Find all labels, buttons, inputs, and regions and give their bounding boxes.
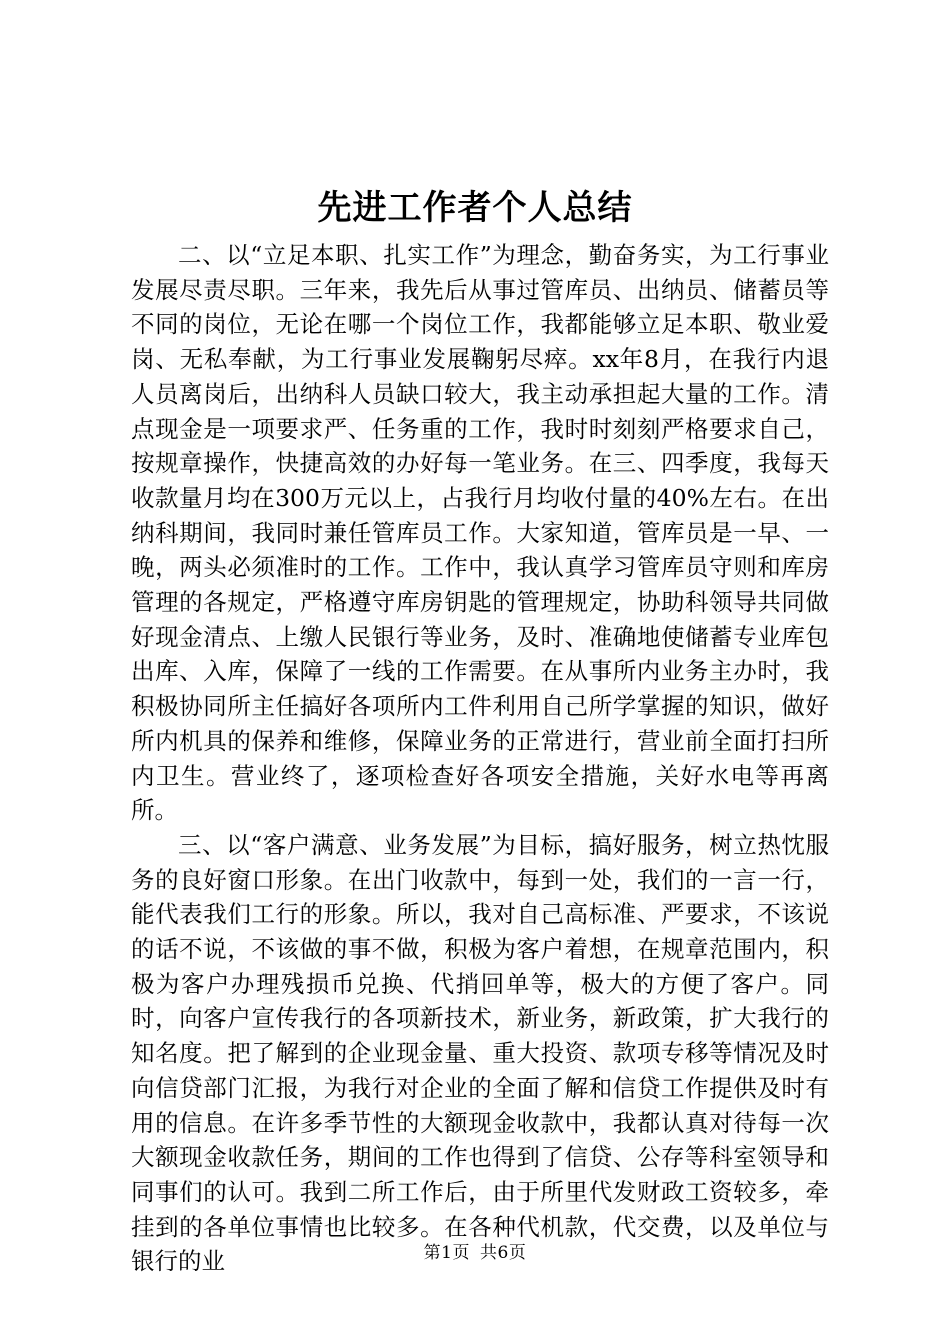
document-body xyxy=(131,238,829,1279)
page-footer xyxy=(0,1242,950,1264)
page-number: 第1页 xyxy=(423,1243,470,1263)
page-total: 共6页 xyxy=(480,1243,527,1263)
paragraph-section-three: 三、以“客户满意、业务发展”为目标，搞好服务，树立热忱服务的良好窗口形象。在出门收款中，每到一处，我们的一言一行，能代表我们工行的形象。所以，我对自己高标准、严要求，不该说的话不说，不该做的事不做，积极为客户着想，在规章范围内，积极为客户办理残损币兑换、代捎回单等，极大的方便了客户。同时，向客户宣传我行的各项新技术，新业务，新政策，扩大我行的知名度。把了解到的企业现金量、重大投资、款项专移等情况及时向信贷部门汇报，为我行对企业的全面了解和信贷工作提供及时有用的信息。在许多季节性的大额现金收款中，我都认真对待每一次大额现金收款任务，期间的工作也得到了信贷、公存等科室领导和同事们的认可。我到二所工作后，由于所里代发财政工资较多，牵挂到的各单位事情也比较多。在各种代机款，代交费，以及单位与银行的业 xyxy=(131,830,829,1276)
document-title: 先进工作者个人总结 xyxy=(317,188,633,228)
paragraph-section-two: 二、以“立足本职、扎实工作”为理念，勤奋务实，为工行事业发展尽责尽职。三年来，我先后从事过管库员、出纳员、储蓄员等不同的岗位，无论在哪一个岗位工作，我都能够立足本职、敬业爱岗、无私奉献，为工行事业发展鞠躬尽瘁。xx年8月，在我行内退人员离岗后，出纳科人员缺口较大，我主动承担起大量的工作。清点现金是一项要求严、任务重的工作，我时时刻刻严格要求自己，按规章操作，快捷高效的办好每一笔业务。在三、四季度，我每天收款量月均在300万元以上，占我行月均收付量的40%左右。在出纳科期间，我同时兼任管库员工作。大家知道，管库员是一早、一晚，两头必须准时的工作。工作中，我认真学习管库员守则和库房管理的各规定，严格遵守库房钥匙的管理规定，协助科领导共同做好现金清点、上缴人民银行等业务，及时、准确地使储蓄专业库包出库、入库，保障了一线的工作需要。在从事所内业务主办时，我积极协同所主任搞好各项所内工件利用自己所学掌握的知识，做好所内机具的保养和维修，保障业务的正常进行，营业前全面打扫所内卫生。营业终了，逐项检查好各项安全措施，关好水电等再离所。 xyxy=(131,241,829,825)
